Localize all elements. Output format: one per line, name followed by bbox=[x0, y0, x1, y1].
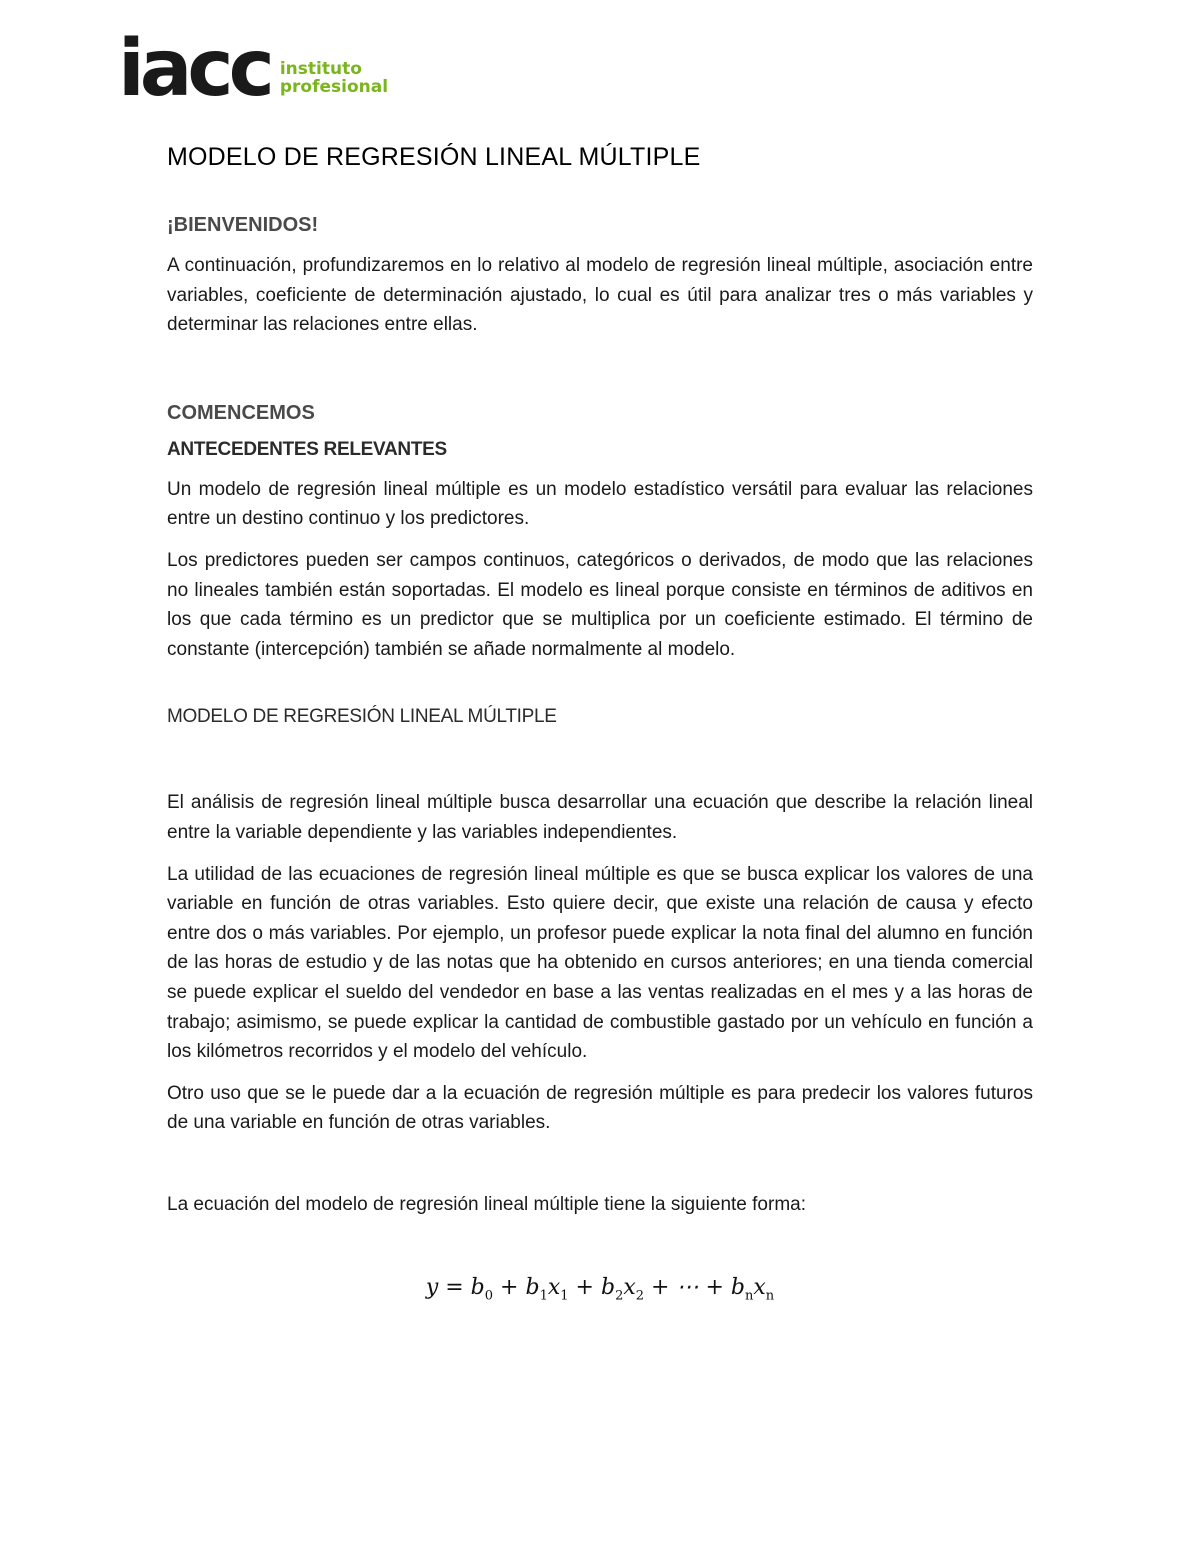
model-paragraph-1: El análisis de regresión lineal múltiple busca desarrollar una ecuación que describe la relación lineal entre la variable dependiente y las variables independientes. bbox=[167, 792, 1033, 843]
model-paragraph-2: La utilidad de las ecuaciones de regresión lineal múltiple es que se busca explicar los valores de una variable en función de otras variables. Esto quiere decir, que existe una relación de causa y efecto entre dos o más variables. Por ejemplo, un profesor puede explicar la nota final del alumno en función de las horas de estudio y de las notas que ha obtenido en cursos anteriores; en una tienda comercial se puede explicar el sueldo del vendedor en base a las ventas realizadas en el mes y a las horas de trabajo; asimismo, se puede explicar la cantidad de combustible gastado por un vehículo en función a los kilómetros recorridos y el modelo del vehículo. bbox=[167, 863, 1033, 1063]
page-title: MODELO DE REGRESIÓN LINEAL MÚLTIPLE bbox=[167, 143, 701, 171]
logo-line-profesional: profesional bbox=[279, 77, 389, 97]
logo-mark: iacc bbox=[118, 24, 270, 114]
model-heading: MODELO DE REGRESIÓN LINEAL MÚLTIPLE bbox=[167, 706, 557, 728]
logo-line-instituto: instituto bbox=[279, 59, 362, 79]
welcome-paragraph: A continuación, profundizaremos en lo relativo al modelo de regresión lineal múltiple, asociación entre variables, coeficiente de determinación ajustado, lo cual es útil para analizar tres o más variables y determinar las relaciones entre ellas. bbox=[167, 255, 1033, 336]
logo-text bbox=[280, 60, 388, 96]
background-subheading: ANTECEDENTES RELEVANTES bbox=[167, 438, 447, 460]
welcome-heading: ¡BIENVENIDOS! bbox=[167, 214, 319, 236]
model-paragraph-3: Otro uso que se le puede dar a la ecuación de regresión múltiple es para predecir los valores futuros de una variable en función de otras variables. bbox=[167, 1082, 1033, 1134]
iacc-logo bbox=[118, 24, 389, 114]
background-paragraph-1: Un modelo de regresión lineal múltiple es un modelo estadístico versátil para evaluar las relaciones entre un destino continuo y los predictores. bbox=[167, 478, 1033, 530]
start-heading: COMENCEMOS bbox=[167, 401, 315, 424]
regression-equation: $y = b_0 + b_1x_1 + b_2x_2$ + ⋯ + $b_nx_n$ bbox=[425, 1275, 775, 1304]
equation-intro: La ecuación del modelo de regresión lineal múltiple tiene la siguiente forma: bbox=[167, 1193, 806, 1215]
document-body bbox=[167, 143, 1033, 1304]
background-paragraph-2: Los predictores pueden ser campos continuos, categóricos o derivados, de modo que las relaciones no lineales también están soportadas. El modelo es lineal porque consiste en términos de aditivos en los que cada término es un predictor que se multiplica por un coeficiente estimado. El término de constante (intercepción) también se añade normalmente al modelo. bbox=[167, 549, 1033, 660]
